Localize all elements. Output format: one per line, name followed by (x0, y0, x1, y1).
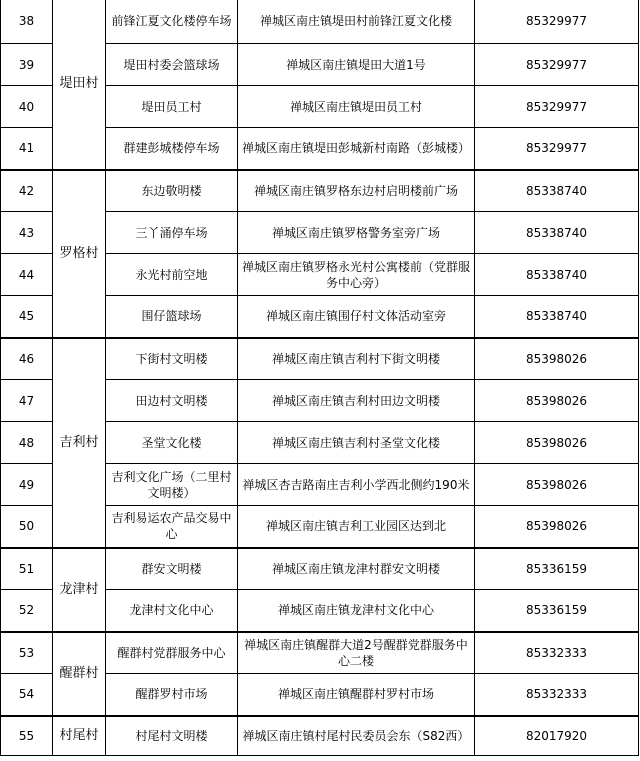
row-number: 44 (1, 254, 53, 296)
row-number: 42 (1, 170, 53, 212)
venue-address: 禅城区南庄镇罗格警务室旁广场 (238, 212, 475, 254)
venue-address: 禅城区南庄镇堤田彭城新村南路（彭城楼） (238, 128, 475, 170)
contact-phone: 85329977 (475, 0, 639, 44)
village-name: 堤田村 (53, 0, 106, 170)
village-name: 吉利村 (53, 338, 106, 548)
row-number: 53 (1, 632, 53, 674)
venue-name: 永光村前空地 (106, 254, 238, 296)
contact-phone: 85332333 (475, 674, 639, 716)
contact-phone: 85338740 (475, 254, 639, 296)
venue-address: 禅城区南庄镇龙津村文化中心 (238, 590, 475, 632)
row-number: 48 (1, 422, 53, 464)
venue-address: 禅城区南庄镇吉利村田边文明楼 (238, 380, 475, 422)
contact-phone: 85336159 (475, 548, 639, 590)
row-number: 50 (1, 506, 53, 548)
venue-address: 禅城区南庄镇吉利村下街文明楼 (238, 338, 475, 380)
row-number: 41 (1, 128, 53, 170)
row-number: 46 (1, 338, 53, 380)
table-row (1, 338, 639, 380)
contact-phone: 85398026 (475, 422, 639, 464)
contact-phone: 85398026 (475, 380, 639, 422)
row-number: 47 (1, 380, 53, 422)
venue-address: 禅城区南庄镇醒群村罗村市场 (238, 674, 475, 716)
venue-name: 村尾村文明楼 (106, 716, 238, 756)
venue-name: 吉利文化广场（二里村文明楼） (106, 464, 238, 506)
contact-phone: 85398026 (475, 338, 639, 380)
village-name: 村尾村 (53, 716, 106, 756)
row-number: 39 (1, 44, 53, 86)
contact-phone: 85329977 (475, 86, 639, 128)
table-row (1, 548, 639, 590)
venue-address: 禅城区杏吉路南庄吉利小学西北侧约190米 (238, 464, 475, 506)
contact-phone: 85398026 (475, 506, 639, 548)
venue-name: 堤田员工村 (106, 86, 238, 128)
row-number: 43 (1, 212, 53, 254)
row-number: 40 (1, 86, 53, 128)
contact-phone: 85329977 (475, 128, 639, 170)
venue-address: 禅城区南庄镇罗格永光村公寓楼前（党群服务中心旁） (238, 254, 475, 296)
venue-name: 圣堂文化楼 (106, 422, 238, 464)
venue-address: 禅城区南庄镇罗格东边村启明楼前广场 (238, 170, 475, 212)
venue-address: 禅城区南庄镇堤田员工村 (238, 86, 475, 128)
venue-name: 群建彭城楼停车场 (106, 128, 238, 170)
contact-phone: 85338740 (475, 170, 639, 212)
row-number: 51 (1, 548, 53, 590)
venue-address: 禅城区南庄镇堤田村前锋江夏文化楼 (238, 0, 475, 44)
contact-phone: 85338740 (475, 296, 639, 338)
venue-name: 群安文明楼 (106, 548, 238, 590)
venue-name: 堤田村委会篮球场 (106, 44, 238, 86)
table-row (1, 170, 639, 212)
row-number: 45 (1, 296, 53, 338)
contact-phone: 85398026 (475, 464, 639, 506)
venue-address: 禅城区南庄镇吉利工业园区达到北 (238, 506, 475, 548)
village-name: 龙津村 (53, 548, 106, 632)
row-number: 38 (1, 0, 53, 44)
venue-address: 禅城区南庄镇围仔村文体活动室旁 (238, 296, 475, 338)
venue-name: 围仔篮球场 (106, 296, 238, 338)
table-row (1, 716, 639, 756)
contact-phone: 85332333 (475, 632, 639, 674)
contact-phone: 82017920 (475, 716, 639, 756)
village-name: 罗格村 (53, 170, 106, 338)
venue-address: 禅城区南庄镇吉利村圣堂文化楼 (238, 422, 475, 464)
venue-name: 醒群罗村市场 (106, 674, 238, 716)
venue-name: 龙津村文化中心 (106, 590, 238, 632)
venue-name: 东边敬明楼 (106, 170, 238, 212)
row-number: 54 (1, 674, 53, 716)
contact-phone: 85329977 (475, 44, 639, 86)
venue-name: 三丫涌停车场 (106, 212, 238, 254)
venue-name: 前锋江夏文化楼停车场 (106, 0, 238, 44)
venue-name: 吉利易运农产品交易中心 (106, 506, 238, 548)
table-row (1, 632, 639, 674)
row-number: 49 (1, 464, 53, 506)
venue-address: 禅城区南庄镇醒群大道2号醒群党群服务中心二楼 (238, 632, 475, 674)
row-number: 55 (1, 716, 53, 756)
contact-phone: 85338740 (475, 212, 639, 254)
venue-address: 禅城区南庄镇龙津村群安文明楼 (238, 548, 475, 590)
contact-phone: 85336159 (475, 590, 639, 632)
venue-name: 醒群村党群服务中心 (106, 632, 238, 674)
venue-address: 禅城区南庄镇村尾村民委员会东（S82西） (238, 716, 475, 756)
table-row (1, 0, 639, 44)
venue-name: 下街村文明楼 (106, 338, 238, 380)
row-number: 52 (1, 590, 53, 632)
village-name: 醒群村 (53, 632, 106, 716)
venue-name: 田边村文明楼 (106, 380, 238, 422)
venue-address: 禅城区南庄镇堤田大道1号 (238, 44, 475, 86)
